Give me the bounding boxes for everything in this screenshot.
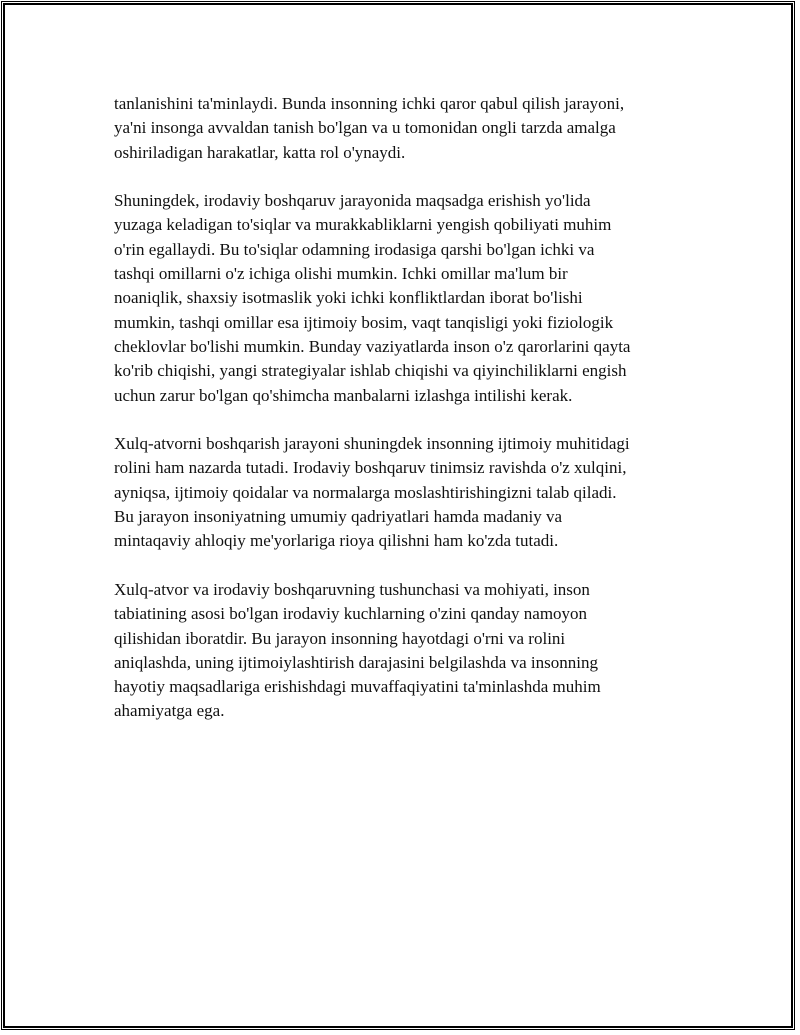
paragraph-2: Shuningdek, irodaviy boshqaruv jarayonida maqsadga erishish yo'lida yuzaga keladigan to'siqlar va murakkabliklarni yengish qobiliyati muhim o'rin egallaydi. Bu to'siqlar odamning irodasiga qarshi bo'lgan ichki va tashqi omillarni o'z ichiga olishi mumkin. Ichki omillar ma'lum bir noaniqlik, shaxsiy isotmaslik yoki ichki konfliktlardan iborat bo'lishi mumkin, tashqi omillar esa ijtimoiy bosim, vaqt tanqisligi yoki fiziologik cheklovlar bo'lishi mumkin. Bunday vaziyatlarda inson o'z qarorlarini qayta ko'rib chiqishi, yangi strategiyalar ishlab chiqishi va qiyinchiliklarni engish uchun zarur bo'lgan qo'shimcha manbalarni izlashga intilishi kerak. [114,191,631,405]
paragraph-4: Xulq-atvor va irodaviy boshqaruvning tushunchasi va mohiyati, inson tabiatining asosi bo'lgan irodaviy kuchlarning o'zini qanday namoyon qilishidan iboratdir. Bu jarayon insonning hayotdagi o'rni va rolini aniqlashda, uning ijtimoiylashtirish darajasini belgilashda va insonning hayotiy maqsadlariga erishishdagi muvaffaqiyatini ta'minlashda muhim ahamiyatga ega. [114,579,601,721]
document-body [114,92,694,748]
paragraph-1: tanlanishini ta'minlaydi. Bunda insonning ichki qaror qabul qilish jarayoni, ya'ni insonga avvaldan tanish bo'lgan va u tomonidan ongli tarzda amalga oshiriladigan harakatlar, katta rol o'ynaydi. [114,94,625,162]
paragraph-3: Xulq-atvorni boshqarish jarayoni shuningdek insonning ijtimoiy muhitidagi rolini ham nazarda tutadi. Irodaviy boshqaruv tinimsiz ravishda o'z xulqini, ayniqsa, ijtimoiy qoidalar va normalarga moslashtirishingizni talab qiladi. Bu jarayon insoniyatning umumiy qadriyatlari hamda madaniy va mintaqaviy ahloqiy me'yorlariga rioya qilishni ham ko'zda tutadi. [114,434,630,551]
